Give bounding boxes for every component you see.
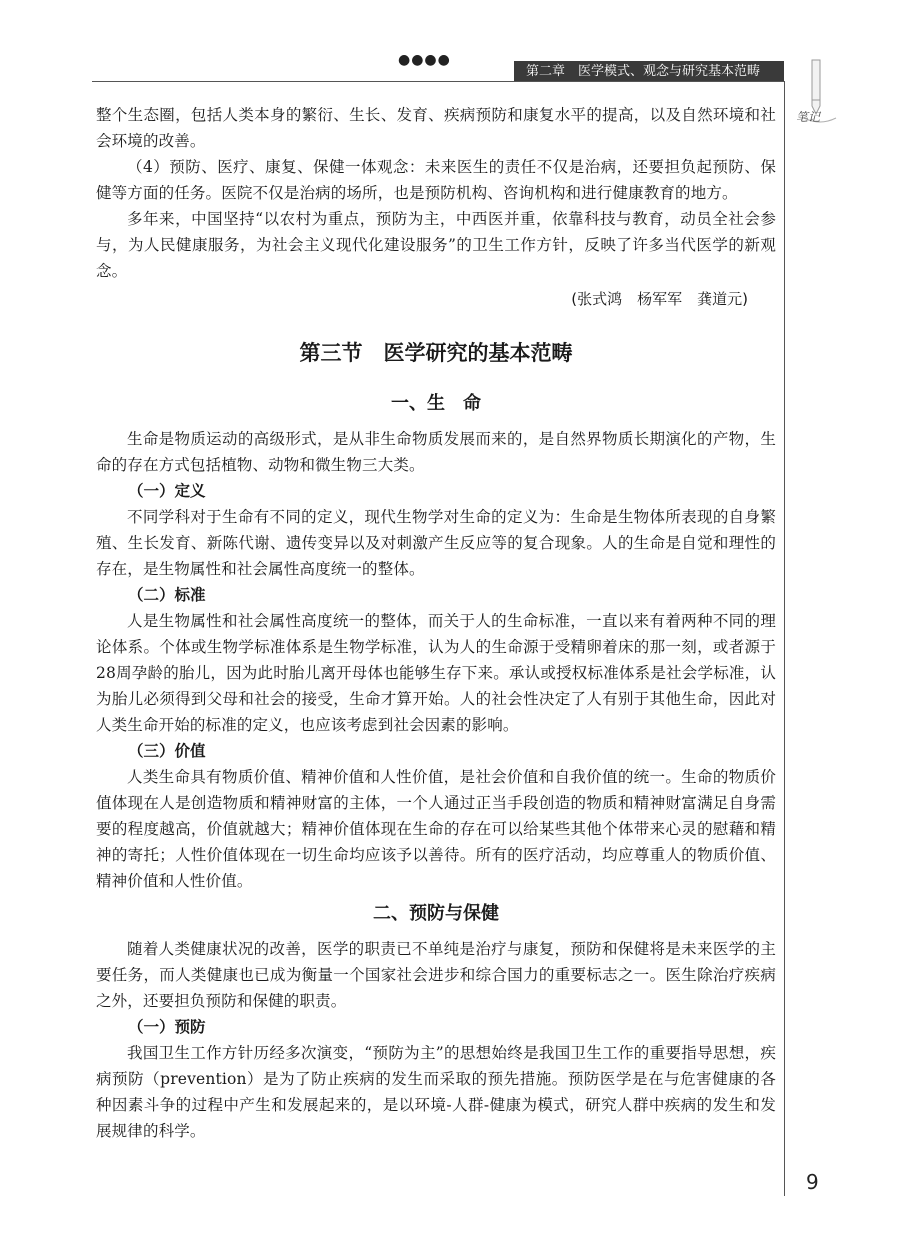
paragraph: 我国卫生工作方针历经多次演变，“预防为主”的思想始终是我国卫生工作的重要指导思想，疾病预防（prevention）是为了防止疾病的发生而采取的预先措施。预防医学是在与危害健康的各种因素斗争的过程中产生和发展起来的，是以环境-人群-健康为模式，研究人群中疾病的发生和发展规律的科学。 (96, 1044, 776, 1140)
margin-rule (784, 81, 785, 1196)
heading-life: 一、生 命 (391, 393, 481, 414)
subheading-prevention: （一）预防 (128, 1018, 206, 1036)
page-number: 9 (806, 1170, 819, 1194)
header-dots: ●●●● (398, 52, 451, 68)
page-body (96, 102, 776, 1144)
paragraph: 随着人类健康状况的改善，医学的职责已不单纯是治疗与康复，预防和保健将是未来医学的主要任务，而人类健康也已成为衡量一个国家社会进步和综合国力的重要标志之一。医生除治疗疾病之外，还要担负预防和保健的职责。 (96, 940, 776, 1010)
subheading-standard: （二）标准 (128, 586, 206, 604)
paragraph: 生命是物质运动的高级形式，是从非生命物质发展而来的，是自然界物质长期演化的产物，生命的存在方式包括植物、动物和微生物三大类。 (96, 430, 776, 474)
heading-prevention-care: 二、预防与保健 (373, 903, 499, 924)
paragraph: 多年来，中国坚持“以农村为重点，预防为主，中西医并重，依靠科技与教育，动员全社会参与，为人民健康服务，为社会主义现代化建设服务”的卫生工作方针，反映了许多当代医学的新观念。 (96, 210, 776, 280)
paragraph: 不同学科对于生命有不同的定义，现代生物学对生命的定义为：生命是生物体所表现的自身繁殖、生长发育、新陈代谢、遗传变异以及对刺激产生反应等的复合现象。人的生命是自觉和理性的存在，是生物属性和社会属性高度统一的整体。 (96, 508, 776, 578)
subheading-definition: （一）定义 (128, 482, 206, 500)
paragraph: 人是生物属性和社会属性高度统一的整体，而关于人的生命标准，一直以来有着两种不同的理论体系。个体或生物学标准体系是生物学标准，认为人的生命源于受精卵着床的那一刻，或者源于28周孕龄的胎儿，因为此时胎儿离开母体也能够生存下来。承认或授权标准体系是社会学标准，认为胎儿必须得到父母和社会的接受，生命才算开始。人的社会性决定了人有别于其他生命，因此对人类生命开始的标准的定义，也应该考虑到社会因素的影响。 (96, 612, 776, 734)
paragraph: 整个生态圈，包括人类本身的繁衍、生长、发育、疾病预防和康复水平的提高，以及自然环境和社会环境的改善。 (96, 106, 776, 150)
running-header: 第二章 医学模式、观念与研究基本范畴 (514, 61, 784, 82)
notes-label: 笔记 (796, 110, 821, 124)
author-credit: (张式鸿 杨军军 龚道元) (571, 290, 748, 308)
section-title: 第三节 医学研究的基本范畴 (299, 341, 573, 365)
header-rule (92, 81, 784, 82)
subheading-value: （三）价值 (128, 742, 206, 760)
paragraph: （4）预防、医疗、康复、保健一体观念：未来医生的责任不仅是治病，还要担负起预防、保健等方面的任务。医院不仅是治病的场所，也是预防机构、咨询机构和进行健康教育的地方。 (96, 158, 776, 202)
paragraph: 人类生命具有物质价值、精神价值和人性价值，是社会价值和自我价值的统一。生命的物质价值体现在人是创造物质和精神财富的主体，一个人通过正当手段创造的物质和精神财富满足自身需要的程度越高，价值就越大；精神价值体现在生命的存在可以给某些其他个体带来心灵的慰藉和精神的寄托；人性价值体现在一切生命均应该予以善待。所有的医疗活动，均应尊重人的物质价值、精神价值和人性价值。 (96, 768, 776, 890)
